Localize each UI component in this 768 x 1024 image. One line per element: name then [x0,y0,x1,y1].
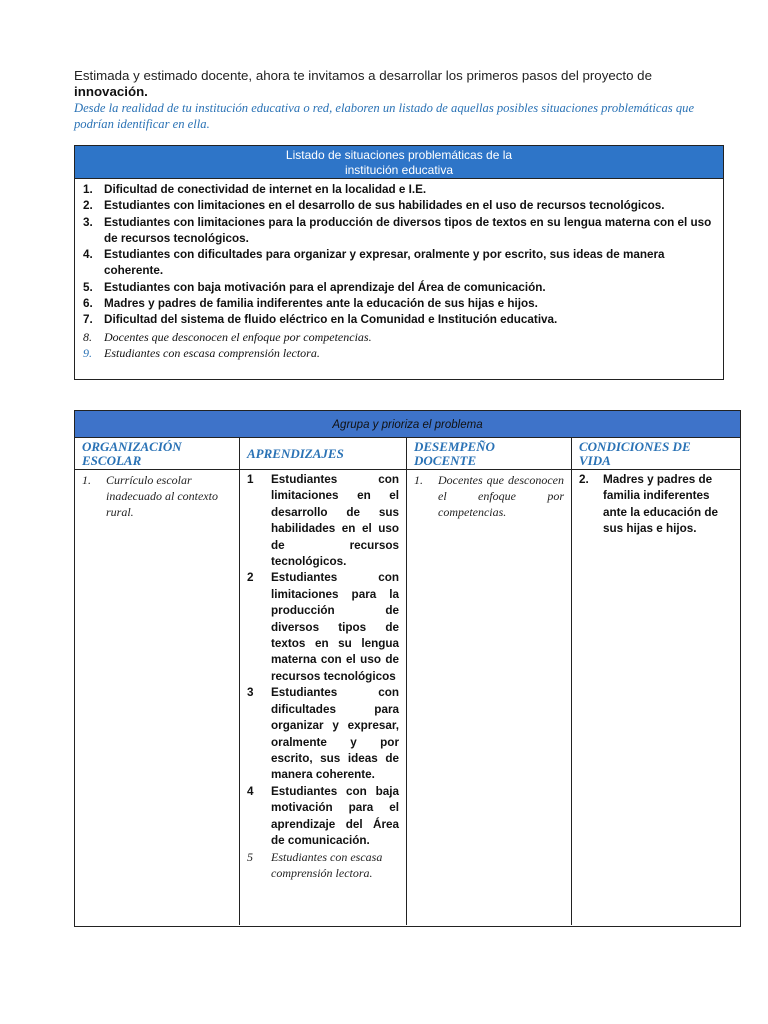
list-item [75,296,723,312]
intro-text: Estimada y estimado docente, ahora te invitamos a desarrollar los primeros pasos del proyecto de [74,68,652,83]
table-cell-item [247,570,399,685]
list-item-text: Estudiantes con limitaciones en el desarrollo de sus habilidades en el uso de recursos tecnológicos. [104,199,665,213]
header-organizacion-line1: ORGANIZACIÓN [82,438,182,454]
item-text: Estudiantes con dificultades para organizar y expresar, oralmente y por escrito, sus ideas de manera coherente. [271,686,399,782]
problem-list-header [75,146,723,179]
problem-list-header-line1: Listado de situaciones problemáticas de la [285,148,513,162]
list-item-number: 3. [83,215,93,229]
list-item-number: 2. [83,199,93,213]
list-item-number: 6. [83,297,93,311]
header-condiciones-line1: CONDICIONES DE [579,438,691,454]
header-organizacion-line2: ESCOLAR [82,453,142,468]
list-item-number: 5. [83,280,93,294]
list-item-number: 9. [83,345,92,360]
list-item [75,345,723,361]
group-table-body [75,470,740,925]
group-prioritize-table [74,410,741,927]
item-number: 2. [579,473,589,486]
group-table-title: Agrupa y prioriza el problema [75,411,740,438]
item-text: Estudiantes con limitaciones para la producción de diversos tipos de textos en su lengua materna con el uso de recursos tecnológicos [271,571,399,683]
column-condiciones [572,470,739,925]
list-item [75,182,723,198]
list-item-text: Dificultad del sistema de fluido eléctrico en la Comunidad e Institución educativa. [104,313,558,327]
list-item [75,247,723,280]
list-item [75,329,723,345]
table-cell-item [247,849,399,881]
item-number: 5 [247,850,253,865]
instruction-text: Desde la realidad de tu institución educativa o red, elaboren un listado de aquellas posibles situaciones problemáticas que podrían identificar en ella. [74,101,695,131]
list-item-text: Estudiantes con dificultades para organizar y expresar, oralmente y por escrito, sus ideas de manera coherente. [104,248,665,278]
list-item-number: 8. [83,329,92,344]
header-aprendizajes-text: APRENDIZAJES [247,445,344,461]
item-text: Estudiantes con limitaciones en el desarrollo de sus habilidades en el uso de recursos tecnológicos. [271,473,399,569]
header-desempeno-line1: DESEMPEÑO [414,438,495,454]
table-cell-item [579,472,732,538]
intro-bold-word: innovación. [74,84,148,99]
item-number: 1 [247,473,254,486]
group-table-headers [75,438,740,470]
table-cell-item [247,784,399,850]
item-text: Currículo escolar inadecuado al contexto rural. [106,473,218,519]
problem-list-header-line2: institución educativa [344,163,454,177]
item-number: 1. [414,473,423,487]
item-number: 4 [247,784,254,798]
list-item [75,198,723,214]
header-organizacion [75,438,240,469]
list-item [75,280,723,296]
list-item-text: Dificultad de conectividad de internet en la localidad e I.E. [104,183,427,196]
list-item-number: 7. [83,313,93,327]
list-item [75,312,723,328]
table-cell-item [414,472,564,520]
header-aprendizajes [240,438,407,469]
problem-list [75,179,723,361]
list-item [75,215,723,248]
item-text: Estudiantes con baja motivación para el aprendizaje del Área de comunicación. [271,784,399,847]
problem-list-table [74,145,724,380]
table-cell-item [247,685,399,783]
item-text: Estudiantes con escasa comprensión lectora. [271,850,383,881]
list-item-text: Docentes que desconocen el enfoque por competencias. [104,329,372,344]
header-desempeno-line2: DOCENTE [414,453,477,468]
list-item-text: Madres y padres de familia indiferentes ante la educación de sus hijas e hijos. [104,297,538,311]
header-condiciones-line2: VIDA [579,453,611,468]
list-item-text: Estudiantes con baja motivación para el aprendizaje del Área de comunicación. [104,280,546,294]
item-text: Docentes que desconocen el enfoque por competencias. [438,473,564,519]
item-number: 3 [247,686,254,700]
list-item-text: Estudiantes con escasa comprensión lectora. [104,345,320,360]
column-organizacion [75,470,240,925]
table-cell-item [82,472,232,520]
item-text: Madres y padres de familia indiferentes ante la educación de sus hijas e hijos. [603,473,718,536]
intro [74,68,714,132]
column-aprendizajes [240,470,407,925]
header-condiciones [572,438,739,469]
column-desempeno [407,470,572,925]
table-cell-item [247,472,399,570]
item-number: 2 [247,571,254,585]
item-number: 1. [82,473,91,487]
list-item-text: Estudiantes con limitaciones para la producción de diversos tipos de textos en su lengua materna con el uso de recursos tecnológicos. [104,215,712,245]
list-item-number: 4. [83,248,93,262]
list-item-number: 1. [83,183,93,196]
header-desempeno [407,438,572,469]
